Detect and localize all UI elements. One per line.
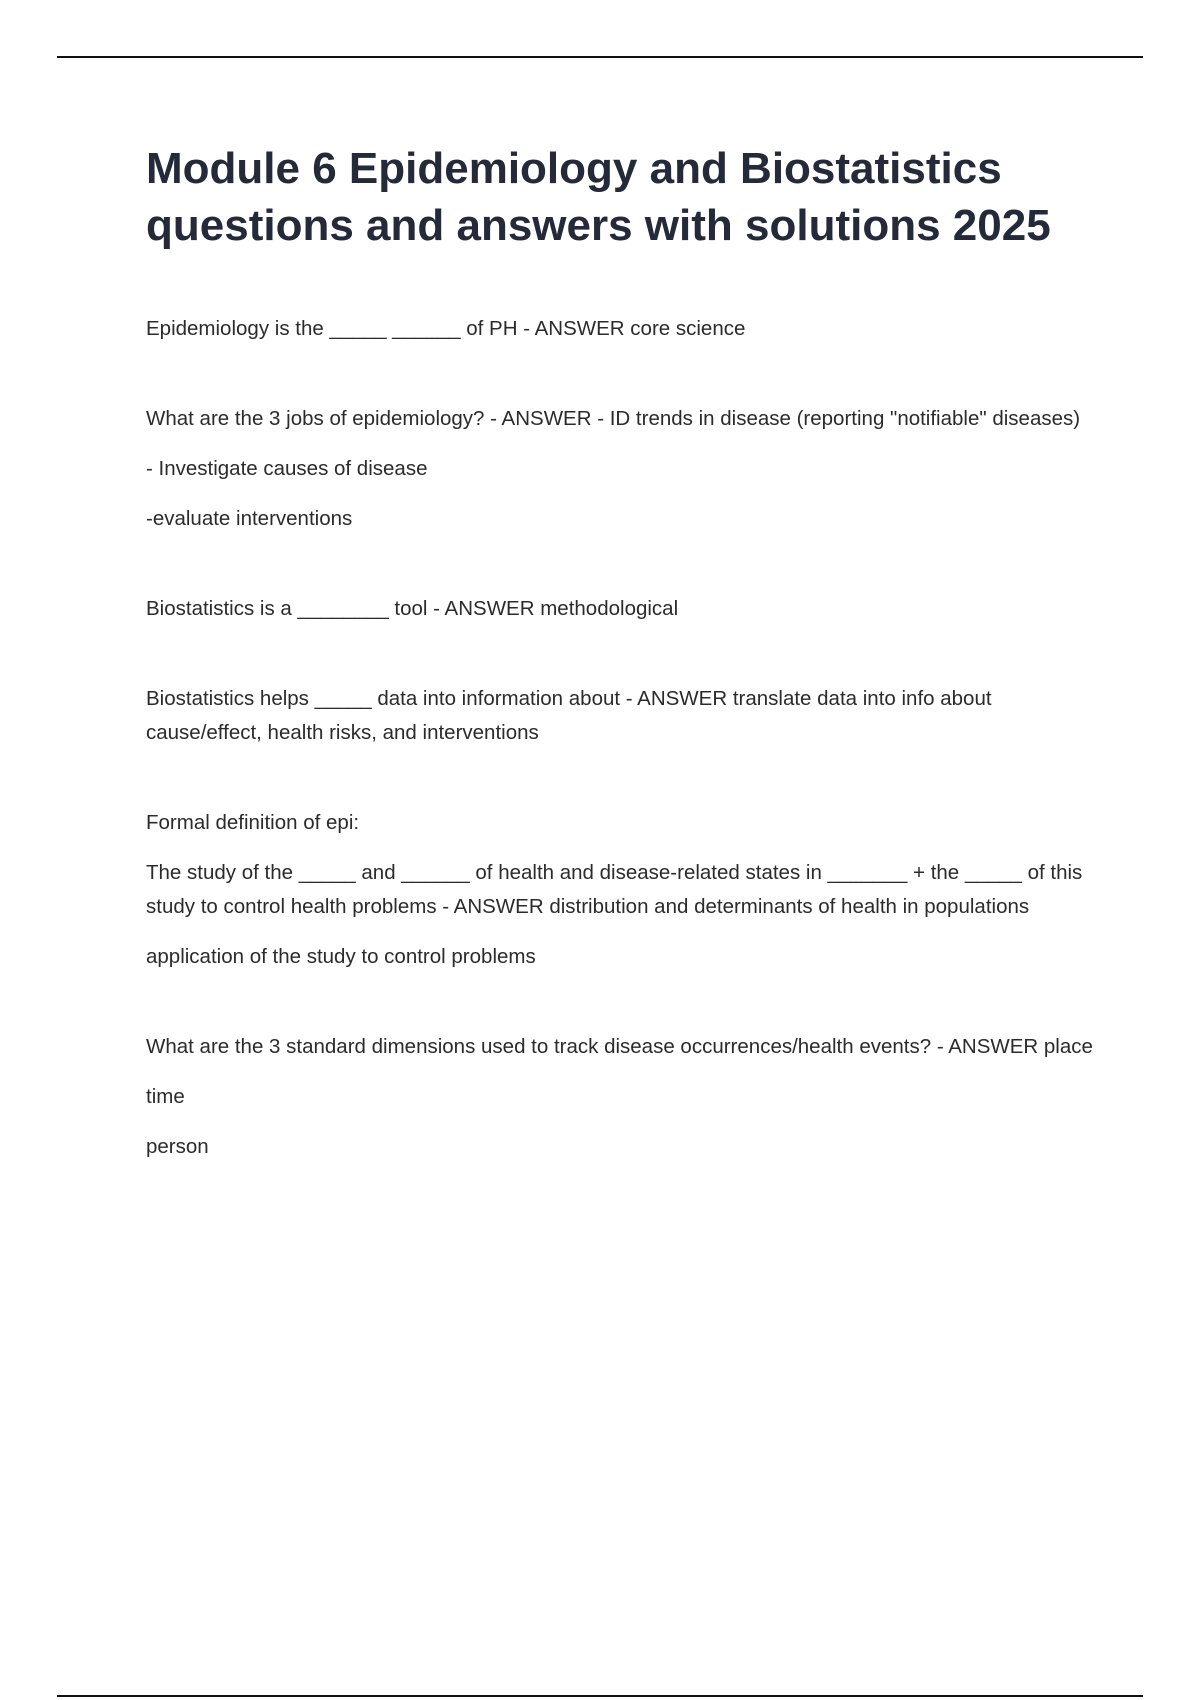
qa-paragraph: What are the 3 jobs of epidemiology? - ANSWER - ID trends in disease (reporting "notifiable" diseases) [146,407,1081,430]
qa-paragraph: Epidemiology is the _____ ______ of PH - ANSWER core science [146,317,746,340]
qa-list [146,312,1096,1164]
qa-paragraph: time [146,1085,185,1108]
qa-paragraph: -evaluate interventions [146,507,353,530]
qa-item-2 [146,402,1096,536]
document-title: Module 6 Epidemiology and Biostatistics questions and answers with solutions 2025 [146,144,1051,250]
qa-paragraph: person [146,1135,209,1158]
qa-paragraph: - Investigate causes of disease [146,457,428,480]
qa-paragraph: The study of the _____ and ______ of health and disease-related states in _______ + the _____ of this study to control health problems - ANSWER distribution and determinants of health in populations [146,861,1083,918]
document-body [146,140,1096,1220]
qa-paragraph: Biostatistics is a ________ tool - ANSWER methodological [146,597,679,620]
qa-paragraph: Formal definition of epi: [146,811,360,834]
qa-item-6 [146,1030,1096,1164]
qa-item-3 [146,592,1096,626]
qa-paragraph: Biostatistics helps _____ data into information about - ANSWER translate data into info about cause/effect, health risks, and interventions [146,687,992,744]
qa-item-1 [146,312,1096,346]
header-rule [57,56,1143,58]
qa-item-5 [146,806,1096,974]
footer-rule [57,1695,1143,1697]
qa-paragraph: application of the study to control problems [146,945,536,968]
qa-item-4 [146,682,1096,750]
qa-paragraph: What are the 3 standard dimensions used to track disease occurrences/health events? - ANSWER place [146,1035,1093,1058]
